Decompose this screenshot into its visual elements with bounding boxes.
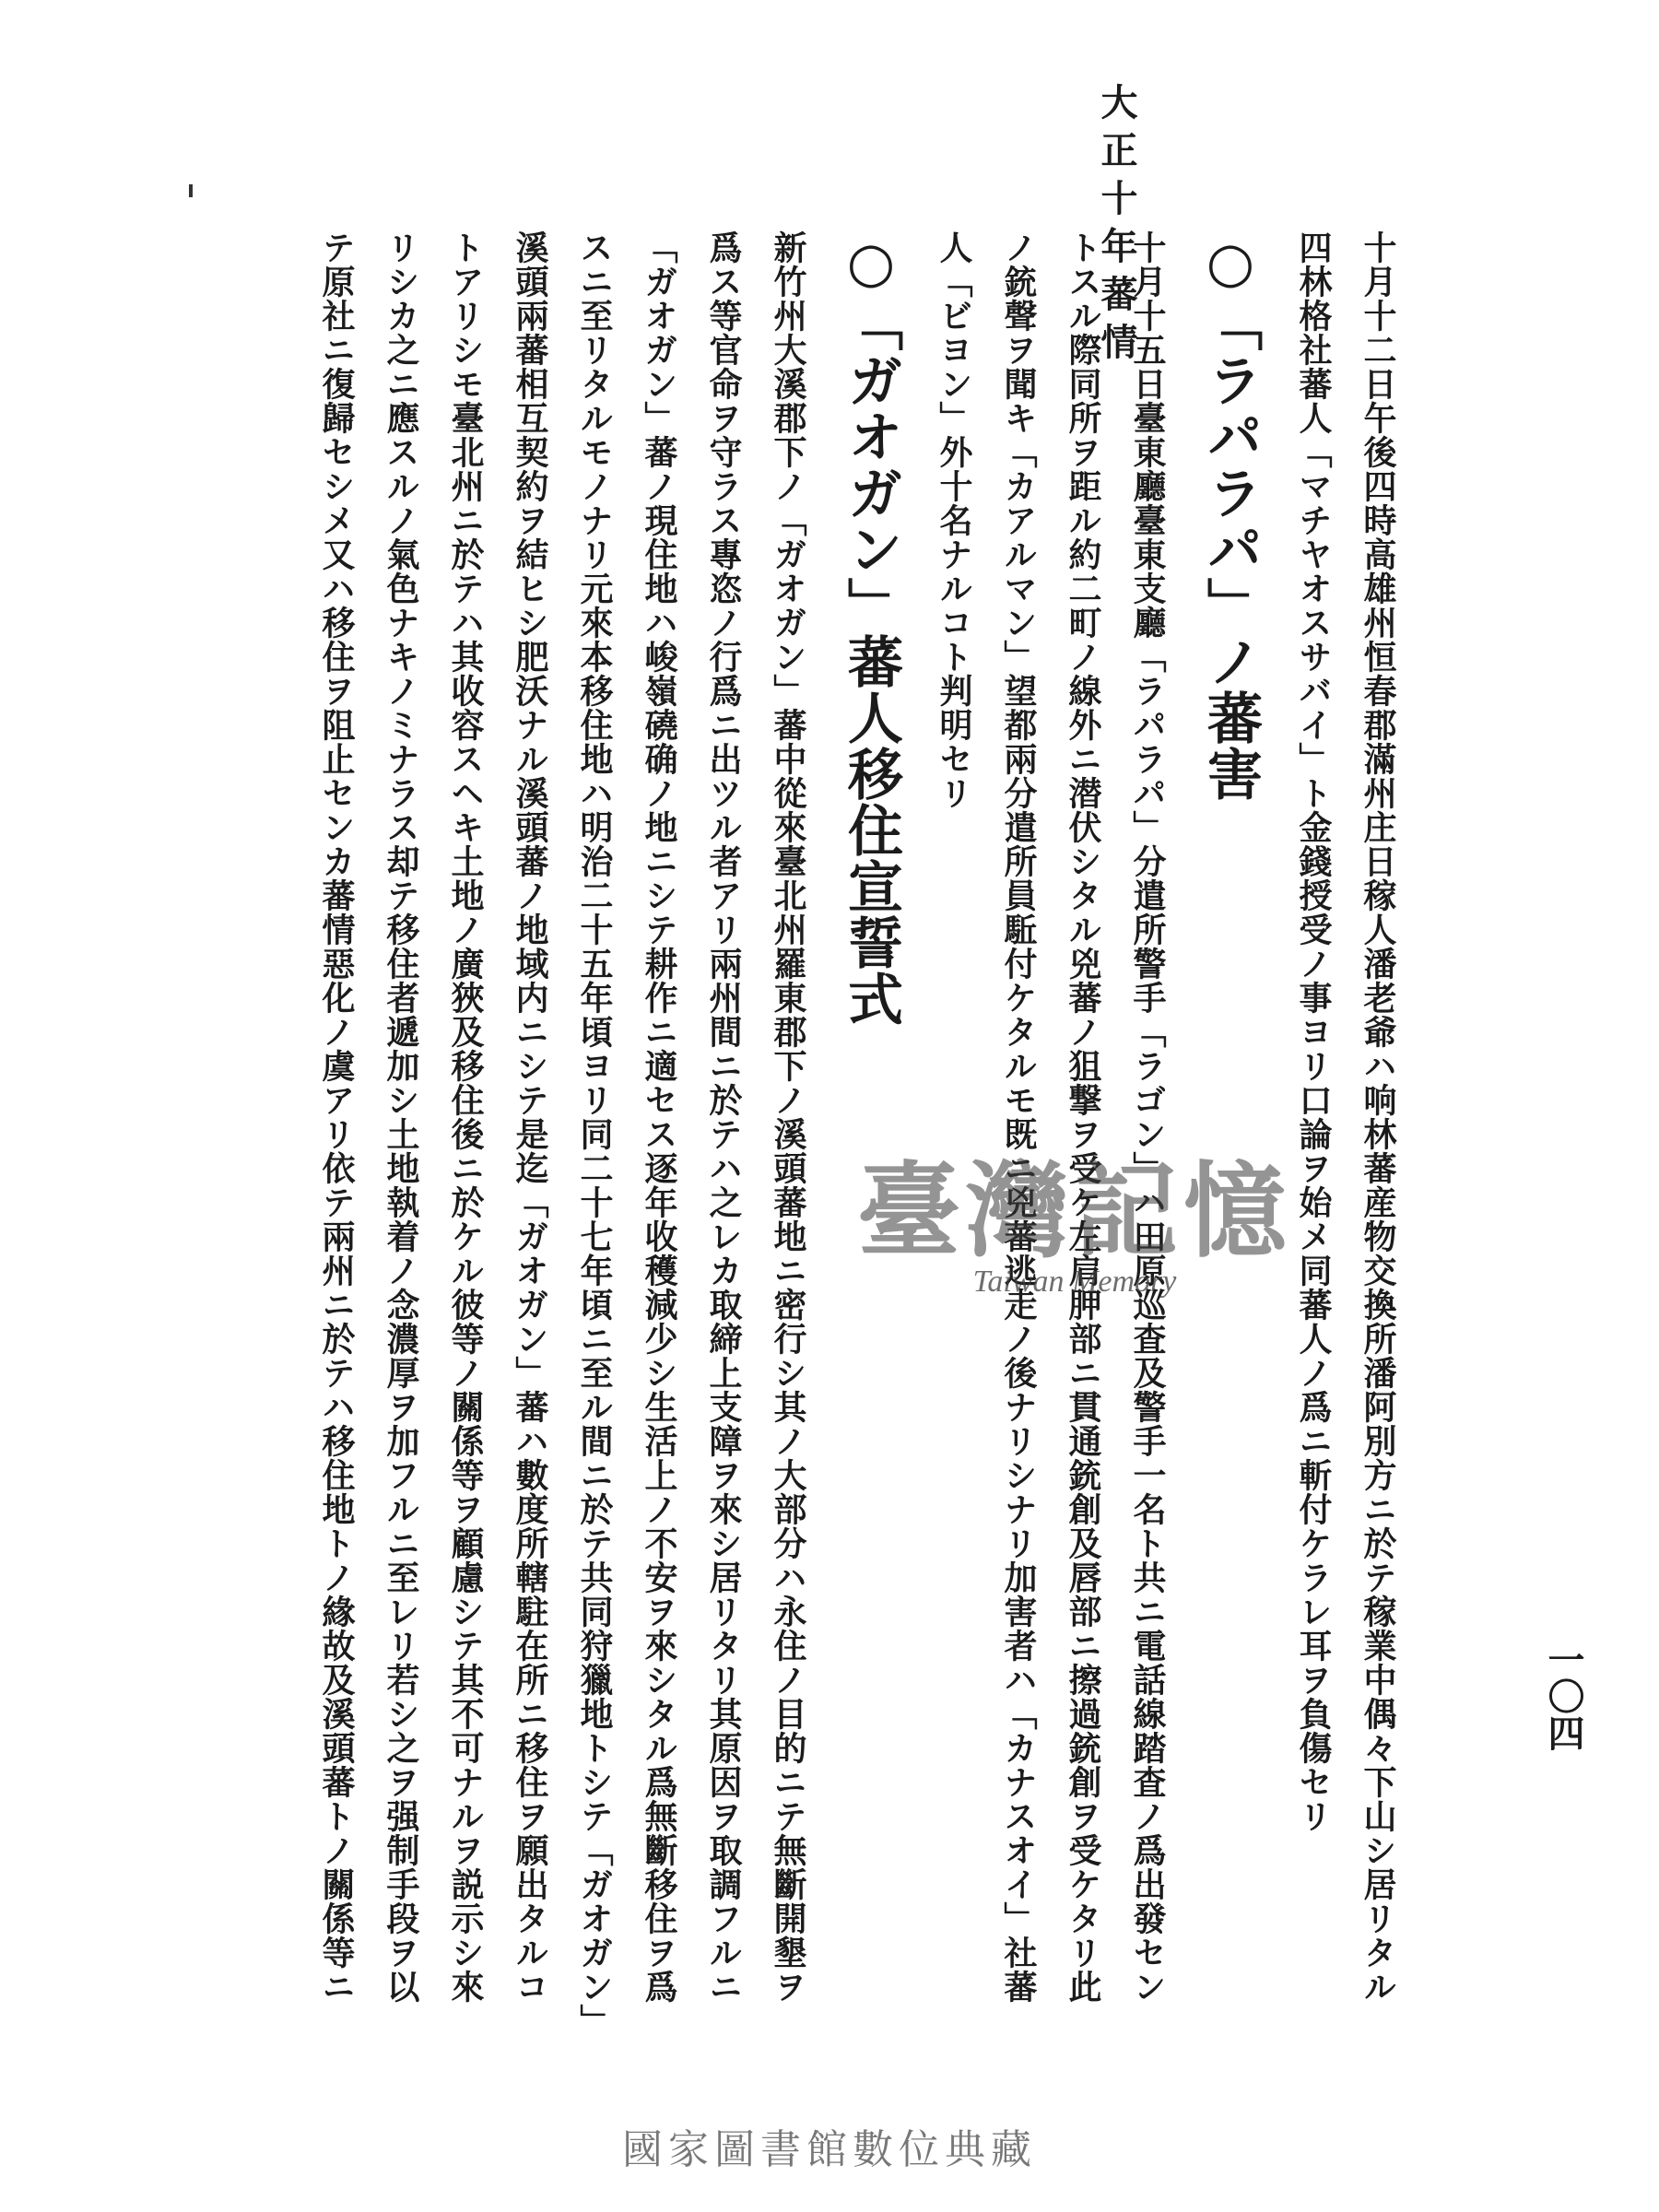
text-line: 十月十五日臺東廳臺東支廳「ラパラパ」分遣所警手「ラゴン」ハ田原巡査及警手一名ト共ニ電話線踏査ノ爲出發セン	[1128, 230, 1167, 2004]
watermark-subtitle: Taiwan Memory	[972, 1265, 1177, 1299]
section-heading: ○「ガオガン」蕃人移住宣誓式	[839, 230, 903, 1027]
body-text	[194, 230, 1410, 2092]
page-header-title: 大正十年蕃情	[1095, 83, 1138, 371]
section-heading: ○「ラパラパ」ノ蕃害	[1198, 230, 1263, 802]
footer-text: 國家圖書館數位典藏	[622, 2126, 1037, 2173]
watermark-logo: 臺灣記憶	[857, 1151, 1292, 1272]
text-line: 爲ス等官命ヲ守ラス專恣ノ行爲ニ出ツル者アリ兩州間ニ於テハ之レカ取締上支障ヲ來シ居リタリ其原因ヲ取調フルニ	[704, 230, 743, 2004]
text-line: 四林格社蕃人「マチヤオスサバイ」ト金錢授受ノ事ヨリ口論ヲ始メ同蕃人ノ爲ニ斬付ケラレ耳ヲ負傷セリ	[1294, 230, 1333, 1833]
page-number: 一〇四	[1542, 1641, 1585, 1751]
text-line: リシカ之ニ應スルノ氣色ナキノミナラス却テ移住者遞加シ土地執着ノ念濃厚ヲ加フルニ至レリ若シ之ヲ强制手段ヲ以	[382, 230, 420, 2004]
text-line: 十月十二日午後四時高雄州恒春郡滿州庄日稼人潘老爺ハ响林蕃産物交換所潘阿別方ニ於テ稼業中偶々下山シ居リタル	[1359, 230, 1397, 2004]
text-line: トスル際同所ヲ距ル約二町ノ線外ニ潜伏シタル兇蕃ノ狙撃ヲ受ケ左肩胛部ニ貫通銃創及唇部ニ擦過銃創ヲ受ケタリ此	[1064, 230, 1102, 2004]
text-line: テ原社ニ復歸セシメ又ハ移住ヲ阻止センカ蕃情惡化ノ虞アリ依テ兩州ニ於テハ移住地トノ緣故及溪頭蕃トノ關係等ニ	[317, 230, 356, 2004]
text-line: ノ銃聲ヲ聞キ「カアルマン」望都兩分遣所員駈付ケタルモ既ニ兇蕃逃走ノ後ナリシナリ加害者ハ「カナスオイ」社蕃	[999, 230, 1038, 2004]
text-line: 溪頭兩蕃相互契約ヲ結ヒシ肥沃ナル溪頭蕃ノ地域内ニシテ是迄「ガオガン」蕃ハ數度所轄駐在所ニ移住ヲ願出タルコ	[511, 230, 549, 2004]
margin-mark	[189, 184, 193, 197]
text-line: 「ガオガン」蕃ノ現住地ハ峻嶺磽确ノ地ニシテ耕作ニ適セス逐年收穫減少シ生活上ノ不安ヲ來シタル爲無斷移住ヲ爲	[640, 230, 678, 2004]
text-line: スニ至リタルモノナリ元來本移住地ハ明治二十五年頃ヨリ同二十七年頃ニ至ル間ニ於テ共同狩獵地トシテ「ガオガン」	[575, 230, 614, 2038]
text-line: 新竹州大溪郡下ノ「ガオガン」蕃中從來臺北州羅東郡下ノ溪頭蕃地ニ密行シ其ノ大部分ハ永住ノ目的ニテ無斷開墾ヲ	[769, 230, 807, 2004]
text-line: トアリシモ臺北州ニ於テハ其收容スヘキ土地ノ廣狹及移住後ニ於ケル彼等ノ關係等ヲ顧慮シテ其不可ナルヲ説示シ來	[446, 230, 485, 2004]
text-line: 人「ビヨン」外十名ナルコト判明セリ	[935, 230, 973, 810]
